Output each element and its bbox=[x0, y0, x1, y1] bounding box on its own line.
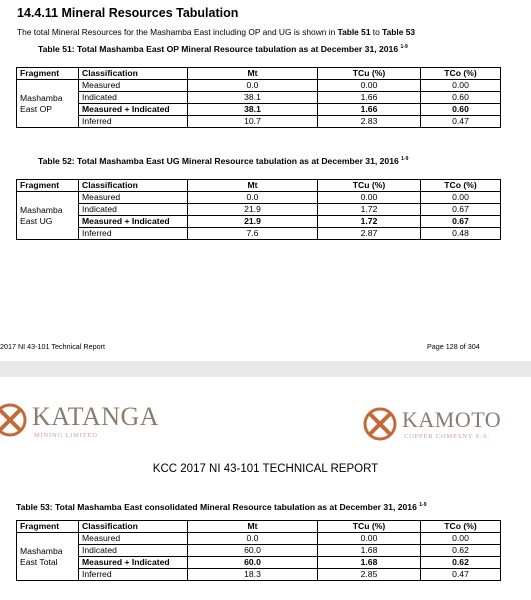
table-row-total bbox=[17, 557, 501, 569]
classification-cell: Inferred bbox=[79, 228, 188, 240]
tcu-cell: 2.85 bbox=[318, 569, 421, 581]
mt-cell: 21.9 bbox=[188, 204, 318, 216]
kamoto-emblem-icon bbox=[362, 406, 398, 442]
tcu-cell: 1.66 bbox=[318, 92, 421, 104]
table-row-total bbox=[17, 216, 501, 228]
col-fragment: Fragment bbox=[17, 68, 79, 80]
mt-cell: 38.1 bbox=[188, 92, 318, 104]
katanga-emblem-icon bbox=[0, 402, 30, 438]
mt-cell: 18.3 bbox=[188, 569, 318, 581]
classification-cell: Inferred bbox=[79, 116, 188, 128]
mt-cell: 60.0 bbox=[188, 545, 318, 557]
tco-cell: 0.48 bbox=[421, 228, 501, 240]
intro-text-mid: to bbox=[370, 27, 383, 37]
tco-cell: 0.47 bbox=[421, 116, 501, 128]
table-51 bbox=[16, 67, 501, 128]
mt-cell: 10.7 bbox=[188, 116, 318, 128]
col-tco: TCo (%) bbox=[421, 521, 501, 533]
col-tco: TCo (%) bbox=[421, 68, 501, 80]
mt-cell: 60.0 bbox=[188, 557, 318, 569]
classification-cell: Indicated bbox=[79, 92, 188, 104]
classification-cell: Measured + Indicated bbox=[79, 104, 188, 116]
classification-cell: Measured bbox=[79, 533, 188, 545]
section-heading: 14.4.11 Mineral Resources Tabulation bbox=[17, 6, 239, 20]
katanga-logo-text: KATANGA bbox=[32, 402, 160, 431]
caption-text: Table 53: Total Mashamba East consolidated Mineral Resource tabulation as at December 31, 2016 bbox=[16, 502, 417, 512]
col-fragment: Fragment bbox=[17, 521, 79, 533]
classification-cell: Measured + Indicated bbox=[79, 557, 188, 569]
col-mt: Mt bbox=[188, 521, 318, 533]
col-tcu: TCu (%) bbox=[318, 68, 421, 80]
katanga-logo bbox=[0, 396, 200, 444]
tcu-cell: 0.00 bbox=[318, 192, 421, 204]
tcu-cell: 0.00 bbox=[318, 533, 421, 545]
tco-cell: 0.00 bbox=[421, 80, 501, 92]
caption-superscript: 1-9 bbox=[401, 156, 409, 162]
tcu-cell: 1.66 bbox=[318, 104, 421, 116]
fragment-type: East Total bbox=[20, 556, 58, 567]
tco-cell: 0.60 bbox=[421, 104, 501, 116]
report-title: KCC 2017 NI 43-101 TECHNICAL REPORT bbox=[152, 463, 379, 475]
table-53-caption bbox=[16, 502, 426, 512]
table-header bbox=[17, 180, 501, 192]
table-53 bbox=[16, 520, 501, 581]
mt-cell: 21.9 bbox=[188, 216, 318, 228]
fragment-type: East OP bbox=[20, 103, 52, 114]
col-classification: Classification bbox=[79, 180, 188, 192]
mt-cell: 0.0 bbox=[188, 192, 318, 204]
caption-superscript: 1-9 bbox=[400, 44, 408, 50]
kamoto-logo bbox=[362, 404, 531, 452]
tco-cell: 0.00 bbox=[421, 192, 501, 204]
fragment-cell bbox=[17, 533, 79, 581]
table-row bbox=[17, 545, 501, 557]
classification-cell: Indicated bbox=[79, 545, 188, 557]
table-row bbox=[17, 192, 501, 204]
table-row bbox=[17, 569, 501, 581]
katanga-logo-subtext: MINING LIMITED bbox=[34, 432, 98, 439]
kamoto-logo-subtext: COPPER COMPANY S.A. bbox=[404, 433, 491, 440]
col-classification: Classification bbox=[79, 68, 188, 80]
tco-cell: 0.67 bbox=[421, 204, 501, 216]
table-header bbox=[17, 68, 501, 80]
intro-text: The total Mineral Resources for the Mashamba East including OP and UG is shown in bbox=[17, 27, 338, 37]
table-52 bbox=[16, 179, 501, 240]
fragment-cell bbox=[17, 80, 79, 128]
classification-cell: Indicated bbox=[79, 204, 188, 216]
table-row bbox=[17, 533, 501, 545]
fragment-cell bbox=[17, 192, 79, 240]
classification-cell: Measured bbox=[79, 192, 188, 204]
table-row-total bbox=[17, 104, 501, 116]
tco-cell: 0.47 bbox=[421, 569, 501, 581]
table-row bbox=[17, 80, 501, 92]
tco-cell: 0.00 bbox=[421, 533, 501, 545]
classification-cell: Inferred bbox=[79, 569, 188, 581]
tcu-cell: 1.68 bbox=[318, 557, 421, 569]
tco-cell: 0.67 bbox=[421, 216, 501, 228]
page-break bbox=[0, 361, 531, 377]
fragment-name: Mashamba bbox=[20, 92, 63, 103]
tcu-cell: 1.68 bbox=[318, 545, 421, 557]
mt-cell: 7.6 bbox=[188, 228, 318, 240]
col-tcu: TCu (%) bbox=[318, 521, 421, 533]
tcu-cell: 2.87 bbox=[318, 228, 421, 240]
col-tco: TCo (%) bbox=[421, 180, 501, 192]
col-tcu: TCu (%) bbox=[318, 180, 421, 192]
tcu-cell: 1.72 bbox=[318, 204, 421, 216]
footer-report-name: 2017 NI 43-101 Technical Report bbox=[0, 342, 105, 351]
footer-page-number: Page 128 of 304 bbox=[427, 342, 480, 351]
tco-cell: 0.62 bbox=[421, 545, 501, 557]
kamoto-logo-text: KAMOTO bbox=[402, 407, 502, 432]
tcu-cell: 2.83 bbox=[318, 116, 421, 128]
col-mt: Mt bbox=[188, 180, 318, 192]
table-52-caption bbox=[38, 156, 408, 166]
fragment-type: East UG bbox=[20, 215, 53, 226]
mt-cell: 38.1 bbox=[188, 104, 318, 116]
tco-cell: 0.62 bbox=[421, 557, 501, 569]
tcu-cell: 1.72 bbox=[318, 216, 421, 228]
col-fragment: Fragment bbox=[17, 180, 79, 192]
col-mt: Mt bbox=[188, 68, 318, 80]
fragment-name: Mashamba bbox=[20, 545, 63, 556]
fragment-name: Mashamba bbox=[20, 204, 63, 215]
table-51-caption bbox=[38, 44, 408, 54]
mt-cell: 0.0 bbox=[188, 80, 318, 92]
table-header bbox=[17, 521, 501, 533]
intro-paragraph bbox=[17, 27, 415, 37]
caption-superscript: 1-9 bbox=[419, 502, 427, 508]
table-row bbox=[17, 92, 501, 104]
intro-table-ref-2: Table 53 bbox=[382, 27, 416, 37]
intro-table-ref-1: Table 51 bbox=[337, 27, 371, 37]
classification-cell: Measured + Indicated bbox=[79, 216, 188, 228]
caption-text: Table 51: Total Mashamba East OP Mineral Resource tabulation as at December 31, 2016 bbox=[38, 44, 399, 54]
table-row bbox=[17, 116, 501, 128]
col-classification: Classification bbox=[79, 521, 188, 533]
mt-cell: 0.0 bbox=[188, 533, 318, 545]
table-row bbox=[17, 228, 501, 240]
tcu-cell: 0.00 bbox=[318, 80, 421, 92]
tco-cell: 0.60 bbox=[421, 92, 501, 104]
table-row bbox=[17, 204, 501, 216]
caption-text: Table 52: Total Mashamba East UG Mineral Resource tabulation as at December 31, 2016 bbox=[38, 156, 399, 166]
classification-cell: Measured bbox=[79, 80, 188, 92]
